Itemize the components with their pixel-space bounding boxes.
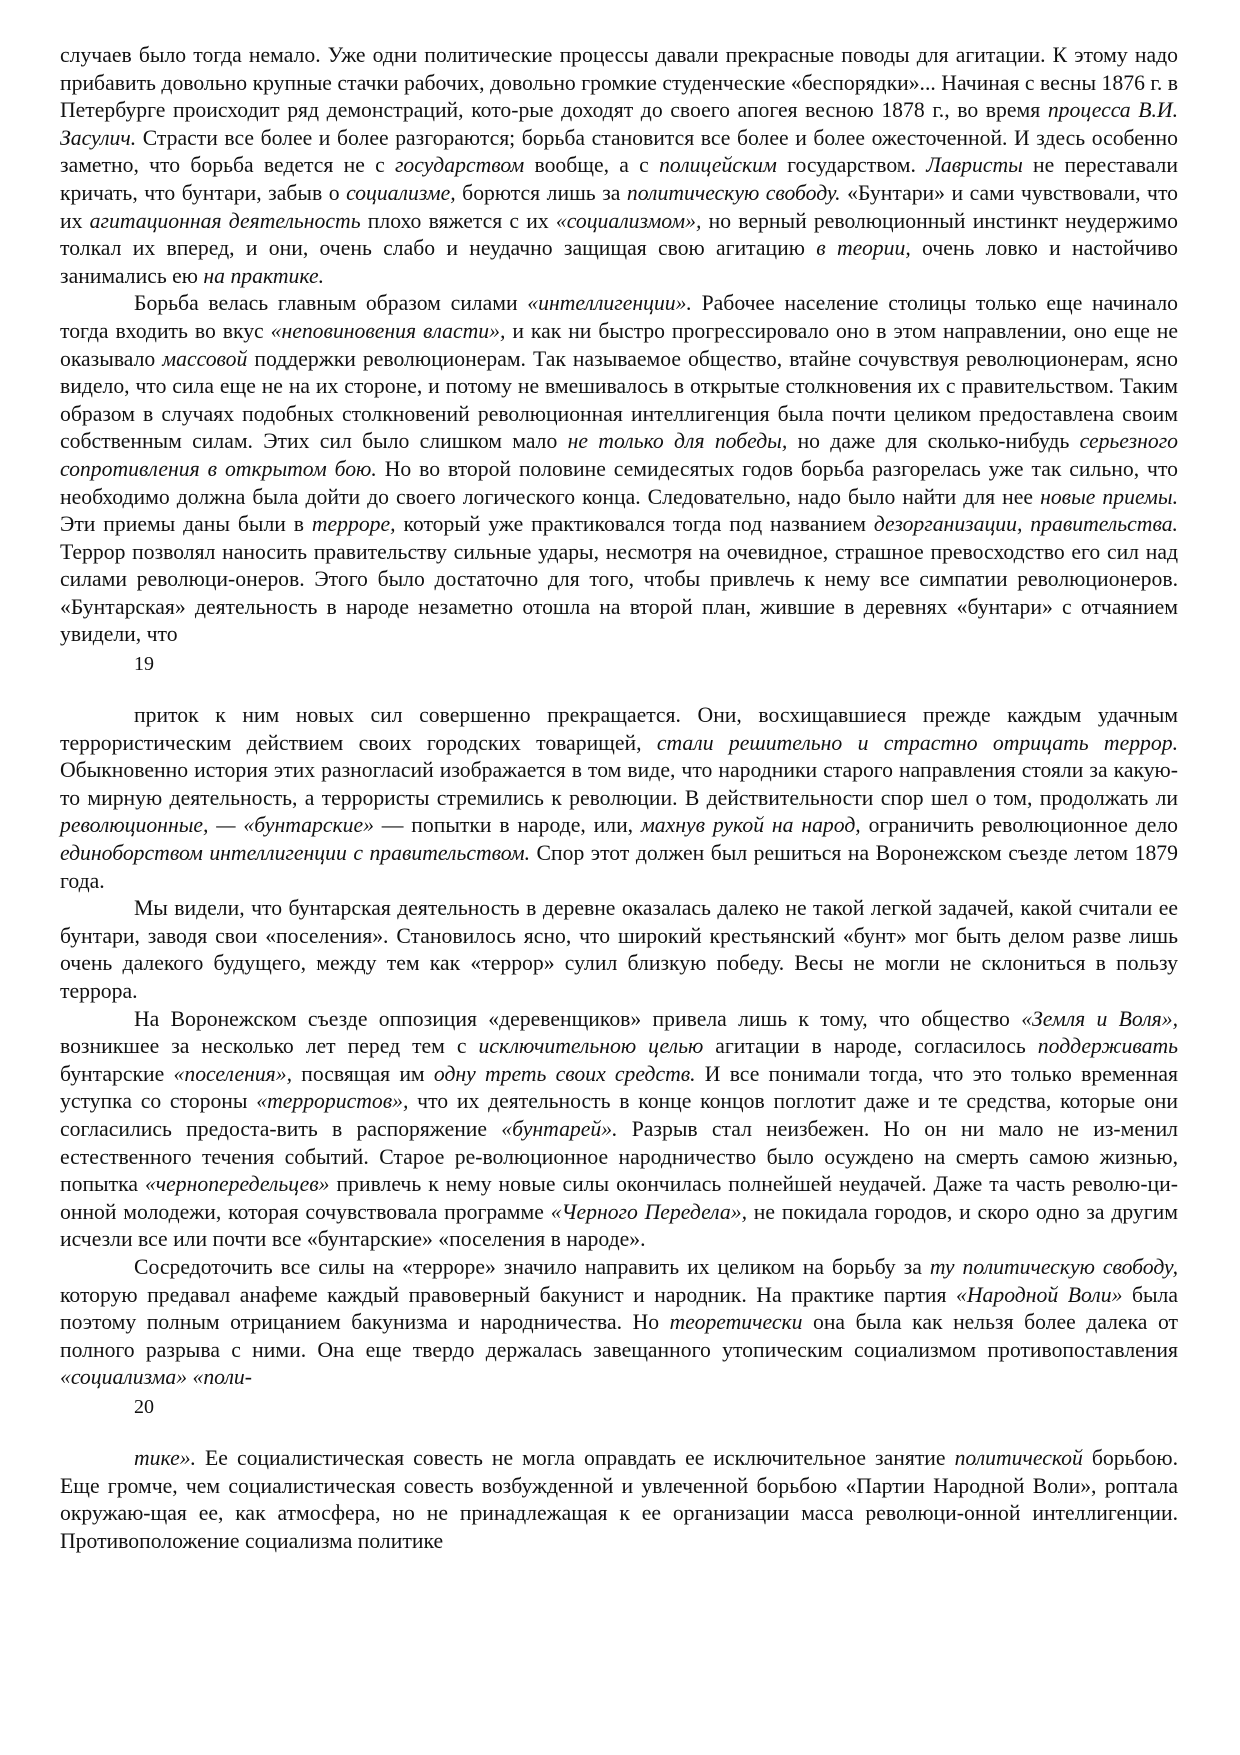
page-gap (60, 1420, 1178, 1445)
text-run: Спор этот должен был решиться на Воронежском съезде летом 1879 года. (60, 841, 1178, 893)
italic-run: махнув рукой на народ, (640, 813, 861, 838)
italic-run: ту политическую свободу, (929, 1254, 1178, 1279)
italic-run: агитационная деятельность (89, 208, 361, 233)
page-21-block (60, 1445, 1178, 1555)
page-20-block (60, 702, 1178, 1420)
italic-run: государством (394, 153, 525, 178)
italic-run: «поселения», (173, 1061, 293, 1086)
paragraph (60, 42, 1178, 290)
italic-run: тике». (134, 1445, 197, 1470)
text-run: который уже практиковался тогда под названием (395, 512, 874, 537)
text-run: которую предавал анафеме каждый правоверный бакунист и народник. На практике партия (60, 1282, 957, 1307)
page-19-block (60, 42, 1178, 677)
text-run: На Воронежском съезде оппозиция «деревенщиков» привела лишь к тому, что общество (134, 1006, 1022, 1031)
text-run: она была как нельзя более далека от полного разрыва с ними. Она еще твердо держалась завещанного утопическим социализмом противопоставления (60, 1310, 1178, 1362)
paragraph (60, 702, 1178, 895)
text-run: Сосредоточить все силы на «терроре» значило направить их целиком на борьбу за (134, 1254, 930, 1279)
italic-run: единоборством интеллигенции с правительством. (60, 841, 531, 866)
italic-run: в теории, (816, 236, 911, 261)
italic-run: стали решительно и страстно отрицать террор. (656, 730, 1178, 755)
italic-run: «социализмом», (555, 208, 702, 233)
text-run: Рабочее население столицы только еще начинало тогда входить во вкус (60, 291, 1179, 343)
page-gap (60, 677, 1178, 702)
text-run: борются лишь за (455, 180, 627, 205)
text-run: поддержки революционерам. Так называемое общество, втайне сочувствуя революционерам, ясно видело, что сила еще не на их стороне, и потому не вмешивалось в открытые столкновения их с правительством. Таким образом в случаях подобных столкновений революционная интеллигенция была почти целиком предоставлена своим собственным силам. Этих сил было слишком мало (60, 346, 1178, 454)
text-run: случаев было тогда немало. Уже одни политические процессы давали прекрасные поводы для агитации. К этому надо прибавить довольно крупные стачки рабочих, довольно громкие студенческие «беспорядки»... Начиная с весны 1876 г. в Петербурге происходит ряд демонстраций, кото-рые доходят до своего апогея весною 1878 г., во время (60, 43, 1178, 123)
page-number: 20 (134, 1395, 154, 1418)
italic-run: не только для победы, (567, 429, 788, 454)
text-run: государством. (776, 153, 927, 178)
paragraph (60, 1254, 1178, 1392)
italic-run: исключительною целью (478, 1034, 704, 1059)
text-run: посвящая им (292, 1061, 434, 1086)
text-run: ограничить революционное дело (860, 813, 1178, 838)
italic-run: поддерживать (1037, 1034, 1178, 1059)
text-run: не покидала городов, и скоро одно за другим исчезли все или почти все «бунтарские» «поселения в народе». (60, 1199, 1178, 1252)
text-run: Борьба велась главным образом силами (134, 291, 528, 316)
italic-run: дезорганизации, правительства. (873, 512, 1178, 537)
italic-run: политическую свободу. (626, 180, 841, 205)
italic-run: терроре, (311, 512, 396, 537)
text-run: Обыкновенно история этих разногласий изображается в том виде, что народники старого направления стояли за какую-то мирную деятельность, а террористы стремились к революции. В действительности спор шел о том, продолжать ли (60, 758, 1178, 810)
italic-run: «террористов», (256, 1089, 409, 1114)
italic-run: на практике. (203, 263, 324, 288)
italic-run: новые приемы. (1040, 484, 1178, 509)
italic-run: массовой (162, 346, 248, 371)
text-run: Но во второй половине семидесятых годов борьба разгорелась уже так сильно, что необходимо должна была дойти до своего логического конца. Следовательно, надо было найти для нее (60, 456, 1178, 509)
text-run: Страсти все более и более разгораются; борьба становится все более и более ожесточенной. И здесь особенно заметно, что борьба ведется не с (60, 125, 1178, 178)
italic-run: «социализма» «поли- (60, 1365, 252, 1390)
text-run: бунтарские (60, 1061, 174, 1086)
document-page (60, 42, 1178, 1555)
italic-run: «чернопередельцев» (144, 1172, 330, 1197)
text-run: агитации в народе, согласилось (703, 1034, 1038, 1059)
text-run: привлечь к нему новые силы окончилась полнейшей неудачей. Даже та часть револю-ци-онной молодежи, которая сочувствовала программе (60, 1172, 1178, 1224)
italic-run: «интеллигенции». (527, 291, 692, 316)
text-run: Эти приемы даны были в (60, 512, 312, 537)
italic-run: «Народной Воли» (956, 1282, 1123, 1307)
text-run: Ее социалистическая совесть не могла оправдать ее исключительное занятие (196, 1445, 955, 1470)
paragraph (60, 1006, 1178, 1254)
paragraph (60, 1445, 1178, 1555)
text-run: Террор позволял наносить правительству сильные удары, несмотря на очевидное, страшное превосходство его сил над силами революци-онеров. Этого было достаточно для того, чтобы привлечь к нему все симпатии революционеров. «Бунтарская» деятельность в народе незаметно отошла на второй план, жившие в деревнях «бунтари» с отчаянием увидели, что (60, 539, 1178, 647)
text-run: что их деятельность в конце концов поглотит даже и те средства, которые они согласились предоста-вить в распоряжение (60, 1089, 1178, 1141)
text-run: очень ловко и настойчиво занимались ею (60, 236, 1178, 288)
paragraph (60, 895, 1178, 1005)
text-run: «Бунтари» и сами чувствовали, что их (60, 180, 1178, 233)
text-run: Разрыв стал неизбежен. Но он ни мало не из-менил естественного течения событий. Старое ре-волюционное народничество было осуждено на смерть самою жизнью, попытка (60, 1116, 1179, 1197)
page-number: 19 (134, 653, 154, 676)
italic-run: теоретически (669, 1310, 803, 1335)
text-run: И все понимали тогда, что это только временная уступка со стороны (60, 1061, 1178, 1114)
text-run: вообще, а с (524, 153, 660, 178)
text-run: не переставали кричать, что бунтари, забыв о (60, 153, 1178, 205)
text-run: возникшее за несколько лет перед тем с (60, 1034, 479, 1059)
italic-run: процесса В.И. Засулич. (60, 98, 1178, 150)
text-run: приток к ним новых сил совершенно прекращается. Они, восхищавшиеся прежде каждым удачным террористическим действием своих городских товарищей, (60, 703, 1178, 755)
italic-run: революционные, — «бунтарские» (60, 813, 374, 838)
italic-run: политической (954, 1445, 1083, 1470)
italic-run: одну треть своих средств. (433, 1061, 696, 1086)
text-run: но верный революционный инстинкт неудержимо толкал их вперед, и они, очень слабо и неудачно защищая свою агитацию (60, 208, 1178, 261)
italic-run: Лавристы (926, 153, 1023, 178)
text-run: борьбою. Еще громче, чем социалистическая совесть возбужденной и увлеченной борьбою «Партии Народной Воли», роптала окружаю-щая ее, как атмосфера, но не принадлежащая к ее организации масса революци-онной интеллигенции. Противоположение социализма политике (60, 1445, 1178, 1553)
italic-run: социализме, (346, 180, 456, 205)
italic-run: полицейским (659, 153, 777, 178)
italic-run: серьезного сопротивления в открытом бою. (60, 429, 1179, 481)
italic-run: «Черного Передела», (550, 1199, 748, 1224)
italic-run: «неповиновения власти», (270, 318, 506, 343)
text-run: была поэтому полным отрицанием бакунизма и народничества. Но (60, 1282, 1178, 1335)
text-run: плохо вяжется с их (360, 208, 556, 233)
paragraph (60, 290, 1178, 649)
italic-run: «Земля и Воля», (1021, 1006, 1178, 1031)
text-run: — попытки в народе, или, (373, 813, 641, 838)
text-run: и как ни быстро прогрессировало оно в этом направлении, оно еще не оказывало (60, 318, 1178, 371)
text-run: Мы видели, что бунтарская деятельность в деревне оказалась далеко не такой легкой задачей, какой считали ее бунтари, заводя свои «поселения». Становилось ясно, что широкий крестьянский «бунт» мог быть делом разве лишь очень далекого будущего, между тем как «террор» сулил близкую победу. Весы не могли не склониться в пользу террора. (60, 896, 1178, 1003)
italic-run: «бунтарей». (501, 1116, 618, 1141)
text-run: но даже для сколько-нибудь (787, 429, 1080, 454)
